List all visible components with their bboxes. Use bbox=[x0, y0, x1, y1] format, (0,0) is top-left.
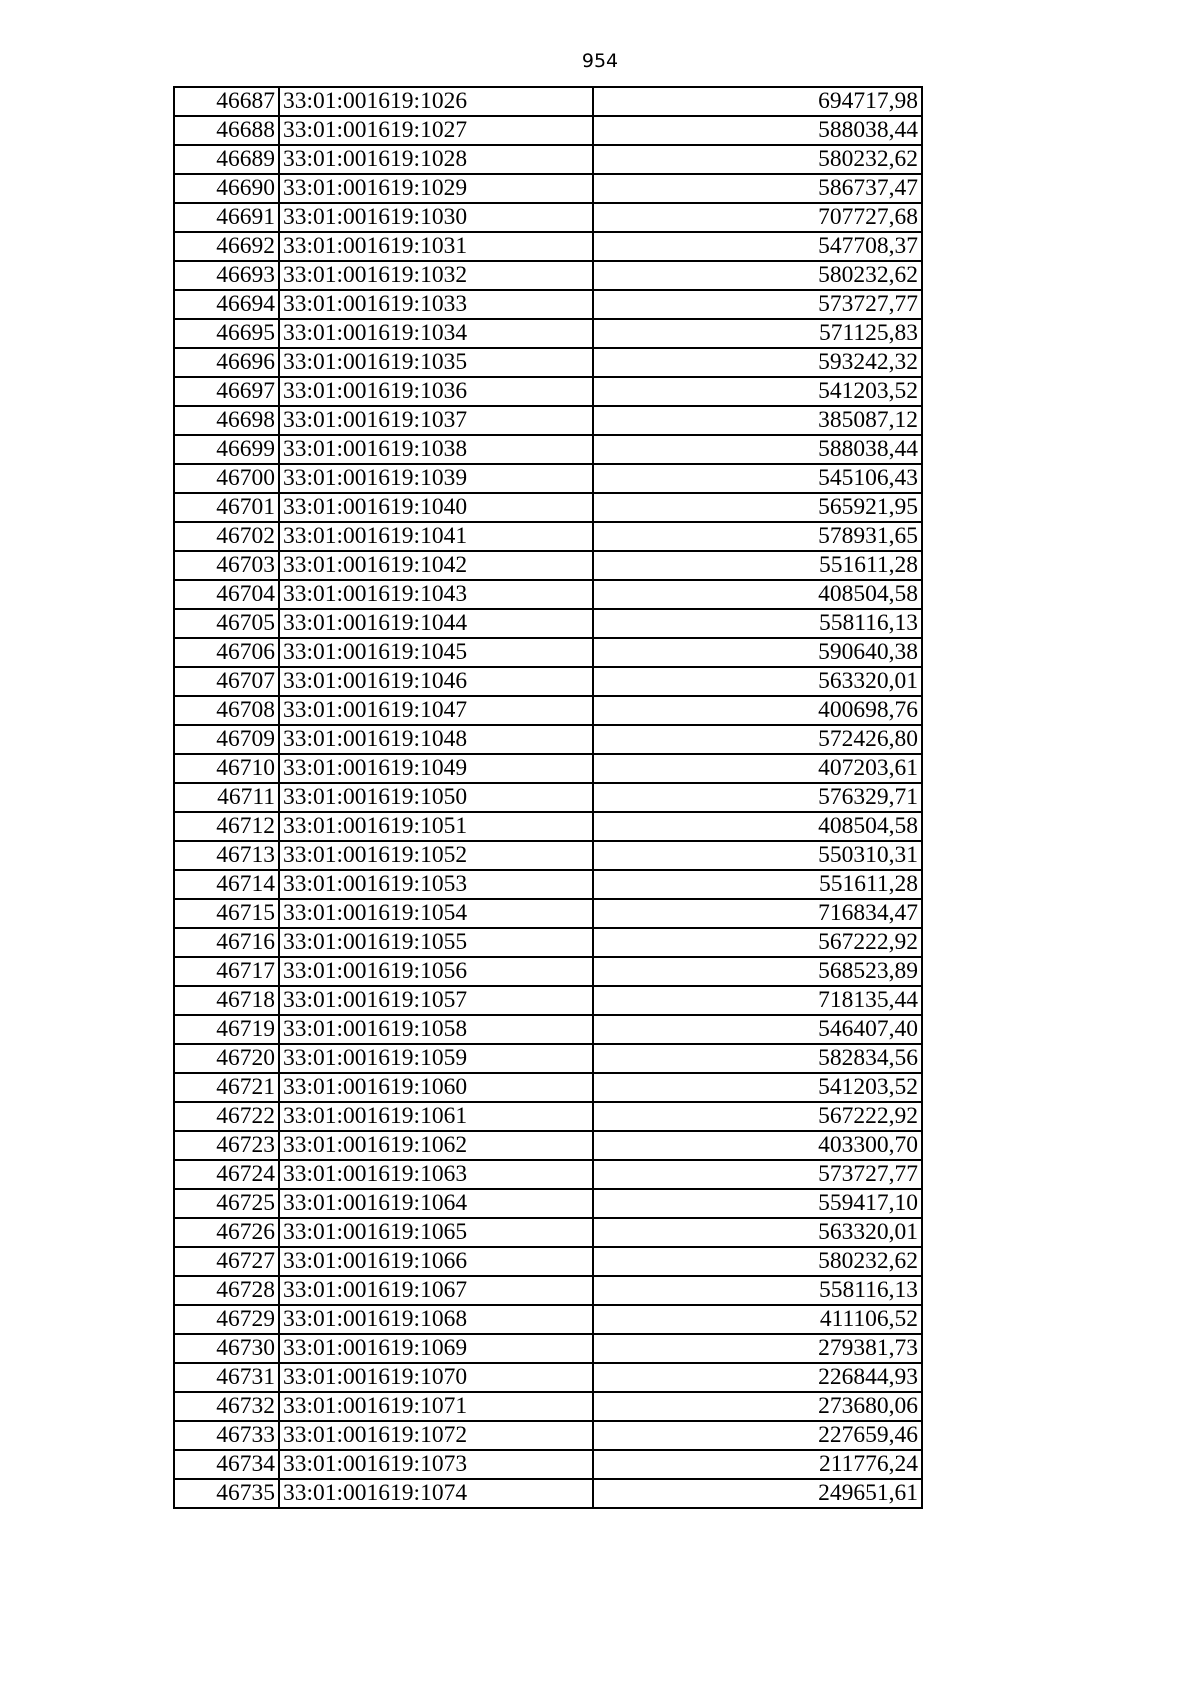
cadastral-value-cell: 580232,62 bbox=[593, 261, 922, 290]
table-row bbox=[174, 725, 922, 754]
cadastral-number-cell: 33:01:001619:1068 bbox=[279, 1305, 593, 1334]
table-row bbox=[174, 754, 922, 783]
cadastral-number-cell: 33:01:001619:1066 bbox=[279, 1247, 593, 1276]
cadastral-value-cell: 559417,10 bbox=[593, 1189, 922, 1218]
cadastral-number-cell: 33:01:001619:1062 bbox=[279, 1131, 593, 1160]
cadastral-value-cell: 588038,44 bbox=[593, 116, 922, 145]
table-row bbox=[174, 841, 922, 870]
cadastral-number-cell: 33:01:001619:1073 bbox=[279, 1450, 593, 1479]
cadastral-value-cell: 211776,24 bbox=[593, 1450, 922, 1479]
cadastral-number-cell: 33:01:001619:1049 bbox=[279, 754, 593, 783]
cadastral-number-cell: 33:01:001619:1064 bbox=[279, 1189, 593, 1218]
table-row bbox=[174, 348, 922, 377]
cadastral-value-cell: 558116,13 bbox=[593, 609, 922, 638]
table-row bbox=[174, 609, 922, 638]
cadastral-value-cell: 588038,44 bbox=[593, 435, 922, 464]
row-number-cell: 46716 bbox=[174, 928, 279, 957]
row-number-cell: 46700 bbox=[174, 464, 279, 493]
cadastral-number-cell: 33:01:001619:1056 bbox=[279, 957, 593, 986]
cadastral-value-cell: 582834,56 bbox=[593, 1044, 922, 1073]
row-number-cell: 46699 bbox=[174, 435, 279, 464]
cadastral-number-cell: 33:01:001619:1061 bbox=[279, 1102, 593, 1131]
cadastral-number-cell: 33:01:001619:1048 bbox=[279, 725, 593, 754]
row-number-cell: 46692 bbox=[174, 232, 279, 261]
table-row bbox=[174, 87, 922, 116]
cadastral-number-cell: 33:01:001619:1057 bbox=[279, 986, 593, 1015]
row-number-cell: 46729 bbox=[174, 1305, 279, 1334]
table-row bbox=[174, 1392, 922, 1421]
cadastral-number-cell: 33:01:001619:1074 bbox=[279, 1479, 593, 1508]
cadastral-value-cell: 567222,92 bbox=[593, 1102, 922, 1131]
row-number-cell: 46731 bbox=[174, 1363, 279, 1392]
cadastral-number-cell: 33:01:001619:1033 bbox=[279, 290, 593, 319]
row-number-cell: 46733 bbox=[174, 1421, 279, 1450]
row-number-cell: 46724 bbox=[174, 1160, 279, 1189]
cadastral-value-cell: 541203,52 bbox=[593, 377, 922, 406]
row-number-cell: 46691 bbox=[174, 203, 279, 232]
table-row bbox=[174, 1363, 922, 1392]
row-number-cell: 46710 bbox=[174, 754, 279, 783]
cadastral-value-cell: 580232,62 bbox=[593, 145, 922, 174]
table-row bbox=[174, 870, 922, 899]
cadastral-number-cell: 33:01:001619:1030 bbox=[279, 203, 593, 232]
table-row bbox=[174, 203, 922, 232]
cadastral-number-cell: 33:01:001619:1038 bbox=[279, 435, 593, 464]
row-number-cell: 46708 bbox=[174, 696, 279, 725]
table-row bbox=[174, 1218, 922, 1247]
table-row bbox=[174, 1160, 922, 1189]
table-row bbox=[174, 1102, 922, 1131]
cadastral-number-cell: 33:01:001619:1065 bbox=[279, 1218, 593, 1247]
cadastral-number-cell: 33:01:001619:1045 bbox=[279, 638, 593, 667]
cadastral-value-cell: 563320,01 bbox=[593, 667, 922, 696]
cadastral-value-cell: 408504,58 bbox=[593, 580, 922, 609]
row-number-cell: 46698 bbox=[174, 406, 279, 435]
row-number-cell: 46717 bbox=[174, 957, 279, 986]
cadastral-value-cell: 249651,61 bbox=[593, 1479, 922, 1508]
table-row bbox=[174, 1015, 922, 1044]
cadastral-number-cell: 33:01:001619:1027 bbox=[279, 116, 593, 145]
table-body bbox=[174, 87, 922, 1508]
cadastral-value-cell: 590640,38 bbox=[593, 638, 922, 667]
cadastral-number-cell: 33:01:001619:1035 bbox=[279, 348, 593, 377]
cadastral-number-cell: 33:01:001619:1054 bbox=[279, 899, 593, 928]
cadastral-number-cell: 33:01:001619:1053 bbox=[279, 870, 593, 899]
cadastral-value-cell: 545106,43 bbox=[593, 464, 922, 493]
table-row bbox=[174, 377, 922, 406]
row-number-cell: 46735 bbox=[174, 1479, 279, 1508]
cadastral-number-cell: 33:01:001619:1031 bbox=[279, 232, 593, 261]
row-number-cell: 46689 bbox=[174, 145, 279, 174]
table-row bbox=[174, 319, 922, 348]
row-number-cell: 46707 bbox=[174, 667, 279, 696]
cadastral-number-cell: 33:01:001619:1046 bbox=[279, 667, 593, 696]
cadastral-value-cell: 694717,98 bbox=[593, 87, 922, 116]
row-number-cell: 46715 bbox=[174, 899, 279, 928]
cadastral-value-cell: 385087,12 bbox=[593, 406, 922, 435]
row-number-cell: 46709 bbox=[174, 725, 279, 754]
row-number-cell: 46687 bbox=[174, 87, 279, 116]
table-row bbox=[174, 551, 922, 580]
row-number-cell: 46697 bbox=[174, 377, 279, 406]
row-number-cell: 46727 bbox=[174, 1247, 279, 1276]
cadastral-value-cell: 586737,47 bbox=[593, 174, 922, 203]
row-number-cell: 46726 bbox=[174, 1218, 279, 1247]
table-row bbox=[174, 957, 922, 986]
cadastral-value-cell: 573727,77 bbox=[593, 290, 922, 319]
cadastral-number-cell: 33:01:001619:1070 bbox=[279, 1363, 593, 1392]
cadastral-value-cell: 572426,80 bbox=[593, 725, 922, 754]
table-row bbox=[174, 667, 922, 696]
table-row bbox=[174, 406, 922, 435]
cadastral-value-cell: 541203,52 bbox=[593, 1073, 922, 1102]
table-row bbox=[174, 290, 922, 319]
cadastral-value-cell: 400698,76 bbox=[593, 696, 922, 725]
cadastral-number-cell: 33:01:001619:1041 bbox=[279, 522, 593, 551]
cadastral-value-cell: 407203,61 bbox=[593, 754, 922, 783]
row-number-cell: 46719 bbox=[174, 1015, 279, 1044]
cadastral-value-cell: 580232,62 bbox=[593, 1247, 922, 1276]
cadastral-number-cell: 33:01:001619:1051 bbox=[279, 812, 593, 841]
row-number-cell: 46720 bbox=[174, 1044, 279, 1073]
table-row bbox=[174, 1131, 922, 1160]
cadastral-number-cell: 33:01:001619:1063 bbox=[279, 1160, 593, 1189]
cadastral-number-cell: 33:01:001619:1043 bbox=[279, 580, 593, 609]
cadastral-number-cell: 33:01:001619:1060 bbox=[279, 1073, 593, 1102]
page-number: 954 bbox=[581, 50, 619, 72]
cadastral-value-cell: 571125,83 bbox=[593, 319, 922, 348]
cadastral-number-cell: 33:01:001619:1034 bbox=[279, 319, 593, 348]
table-row bbox=[174, 116, 922, 145]
table-row bbox=[174, 1189, 922, 1218]
cadastral-value-cell: 565921,95 bbox=[593, 493, 922, 522]
cadastral-value-cell: 573727,77 bbox=[593, 1160, 922, 1189]
row-number-cell: 46703 bbox=[174, 551, 279, 580]
table-row bbox=[174, 261, 922, 290]
table-row bbox=[174, 899, 922, 928]
table-row bbox=[174, 522, 922, 551]
table-row bbox=[174, 1421, 922, 1450]
table-row bbox=[174, 1276, 922, 1305]
cadastral-number-cell: 33:01:001619:1069 bbox=[279, 1334, 593, 1363]
table-row bbox=[174, 435, 922, 464]
row-number-cell: 46704 bbox=[174, 580, 279, 609]
table-row bbox=[174, 638, 922, 667]
table-row bbox=[174, 1450, 922, 1479]
cadastral-number-cell: 33:01:001619:1039 bbox=[279, 464, 593, 493]
cadastral-value-cell: 593242,32 bbox=[593, 348, 922, 377]
table-row bbox=[174, 928, 922, 957]
cadastral-number-cell: 33:01:001619:1058 bbox=[279, 1015, 593, 1044]
row-number-cell: 46712 bbox=[174, 812, 279, 841]
row-number-cell: 46694 bbox=[174, 290, 279, 319]
row-number-cell: 46702 bbox=[174, 522, 279, 551]
row-number-cell: 46730 bbox=[174, 1334, 279, 1363]
cadastral-number-cell: 33:01:001619:1040 bbox=[279, 493, 593, 522]
row-number-cell: 46714 bbox=[174, 870, 279, 899]
cadastral-number-cell: 33:01:001619:1050 bbox=[279, 783, 593, 812]
cadastral-value-cell: 716834,47 bbox=[593, 899, 922, 928]
cadastral-value-cell: 718135,44 bbox=[593, 986, 922, 1015]
row-number-cell: 46690 bbox=[174, 174, 279, 203]
cadastral-number-cell: 33:01:001619:1052 bbox=[279, 841, 593, 870]
table-row bbox=[174, 464, 922, 493]
cadastral-number-cell: 33:01:001619:1072 bbox=[279, 1421, 593, 1450]
cadastral-number-cell: 33:01:001619:1044 bbox=[279, 609, 593, 638]
row-number-cell: 46705 bbox=[174, 609, 279, 638]
cadastral-value-cell: 550310,31 bbox=[593, 841, 922, 870]
table-row bbox=[174, 1044, 922, 1073]
cadastral-number-cell: 33:01:001619:1028 bbox=[279, 145, 593, 174]
row-number-cell: 46718 bbox=[174, 986, 279, 1015]
cadastral-value-cell: 578931,65 bbox=[593, 522, 922, 551]
table-row bbox=[174, 145, 922, 174]
cadastral-value-cell: 551611,28 bbox=[593, 551, 922, 580]
table-row bbox=[174, 696, 922, 725]
cadastral-value-cell: 567222,92 bbox=[593, 928, 922, 957]
row-number-cell: 46732 bbox=[174, 1392, 279, 1421]
cadastral-value-cell: 563320,01 bbox=[593, 1218, 922, 1247]
row-number-cell: 46696 bbox=[174, 348, 279, 377]
row-number-cell: 46721 bbox=[174, 1073, 279, 1102]
cadastral-number-cell: 33:01:001619:1042 bbox=[279, 551, 593, 580]
table-row bbox=[174, 986, 922, 1015]
cadastral-value-cell: 227659,46 bbox=[593, 1421, 922, 1450]
row-number-cell: 46711 bbox=[174, 783, 279, 812]
cadastral-number-cell: 33:01:001619:1037 bbox=[279, 406, 593, 435]
row-number-cell: 46725 bbox=[174, 1189, 279, 1218]
row-number-cell: 46728 bbox=[174, 1276, 279, 1305]
table-row bbox=[174, 1305, 922, 1334]
row-number-cell: 46701 bbox=[174, 493, 279, 522]
row-number-cell: 46713 bbox=[174, 841, 279, 870]
table-row bbox=[174, 1247, 922, 1276]
row-number-cell: 46688 bbox=[174, 116, 279, 145]
cadastral-number-cell: 33:01:001619:1026 bbox=[279, 87, 593, 116]
cadastral-value-cell: 408504,58 bbox=[593, 812, 922, 841]
table-row bbox=[174, 580, 922, 609]
cadastral-number-cell: 33:01:001619:1055 bbox=[279, 928, 593, 957]
cadastral-value-cell: 226844,93 bbox=[593, 1363, 922, 1392]
row-number-cell: 46695 bbox=[174, 319, 279, 348]
table-row bbox=[174, 493, 922, 522]
cadastral-value-cell: 551611,28 bbox=[593, 870, 922, 899]
row-number-cell: 46723 bbox=[174, 1131, 279, 1160]
cadastral-value-cell: 279381,73 bbox=[593, 1334, 922, 1363]
row-number-cell: 46693 bbox=[174, 261, 279, 290]
table-row bbox=[174, 232, 922, 261]
row-number-cell: 46706 bbox=[174, 638, 279, 667]
table-row bbox=[174, 1073, 922, 1102]
cadastral-value-cell: 547708,37 bbox=[593, 232, 922, 261]
cadastral-number-cell: 33:01:001619:1059 bbox=[279, 1044, 593, 1073]
cadastral-number-cell: 33:01:001619:1036 bbox=[279, 377, 593, 406]
cadastral-value-cell: 546407,40 bbox=[593, 1015, 922, 1044]
table-row bbox=[174, 1479, 922, 1508]
cadastral-value-cell: 707727,68 bbox=[593, 203, 922, 232]
table-row bbox=[174, 812, 922, 841]
cadastral-value-cell: 411106,52 bbox=[593, 1305, 922, 1334]
cadastral-number-cell: 33:01:001619:1047 bbox=[279, 696, 593, 725]
cadastral-value-cell: 558116,13 bbox=[593, 1276, 922, 1305]
cadastral-value-table bbox=[173, 86, 923, 1509]
cadastral-number-cell: 33:01:001619:1032 bbox=[279, 261, 593, 290]
cadastral-value-cell: 273680,06 bbox=[593, 1392, 922, 1421]
table-row bbox=[174, 783, 922, 812]
cadastral-number-cell: 33:01:001619:1067 bbox=[279, 1276, 593, 1305]
row-number-cell: 46734 bbox=[174, 1450, 279, 1479]
row-number-cell: 46722 bbox=[174, 1102, 279, 1131]
cadastral-number-cell: 33:01:001619:1071 bbox=[279, 1392, 593, 1421]
table-row bbox=[174, 174, 922, 203]
cadastral-value-cell: 576329,71 bbox=[593, 783, 922, 812]
table-row bbox=[174, 1334, 922, 1363]
cadastral-value-cell: 568523,89 bbox=[593, 957, 922, 986]
cadastral-number-cell: 33:01:001619:1029 bbox=[279, 174, 593, 203]
cadastral-value-cell: 403300,70 bbox=[593, 1131, 922, 1160]
